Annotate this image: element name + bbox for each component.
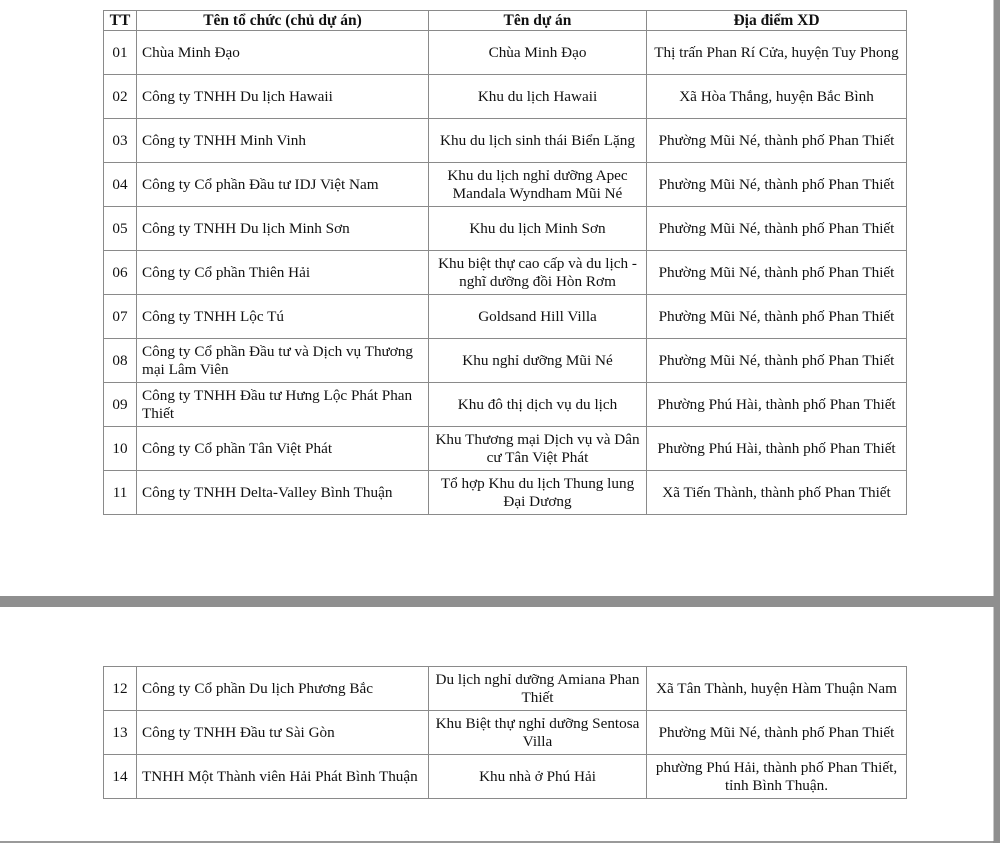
- cell-project: Du lịch nghỉ dưỡng Amiana Phan Thiết: [429, 667, 647, 711]
- cell-project: Khu du lịch Minh Sơn: [429, 207, 647, 251]
- cell-project: Khu Biệt thự nghỉ dưỡng Sentosa Villa: [429, 711, 647, 755]
- table-row: [104, 471, 907, 515]
- document-page-2: [0, 607, 993, 841]
- cell-tt: 05: [104, 207, 137, 251]
- cell-tt: 12: [104, 667, 137, 711]
- cell-org: Công ty TNHH Delta-Valley Bình Thuận: [137, 471, 429, 515]
- cell-location: Phường Mũi Né, thành phố Phan Thiết: [647, 119, 907, 163]
- cell-location: Xã Hòa Thắng, huyện Bắc Bình: [647, 75, 907, 119]
- cell-project: Khu nhà ở Phú Hải: [429, 755, 647, 799]
- cell-location: Phường Mũi Né, thành phố Phan Thiết: [647, 207, 907, 251]
- cell-project: Khu nghỉ dưỡng Mũi Né: [429, 339, 647, 383]
- cell-org: Chùa Minh Đạo: [137, 31, 429, 75]
- cell-org: Công ty TNHH Đầu tư Hưng Lộc Phát Phan Thiết: [137, 383, 429, 427]
- table-row: [104, 427, 907, 471]
- table-row: [104, 295, 907, 339]
- cell-project: Goldsand Hill Villa: [429, 295, 647, 339]
- cell-tt: 02: [104, 75, 137, 119]
- header-tt: TT: [104, 11, 137, 31]
- table-row: [104, 251, 907, 295]
- table-row: [104, 383, 907, 427]
- projects-table-part-1: [103, 10, 907, 515]
- table-row: [104, 711, 907, 755]
- cell-org: Công ty Cổ phần Thiên Hải: [137, 251, 429, 295]
- cell-location: Xã Tiến Thành, thành phố Phan Thiết: [647, 471, 907, 515]
- cell-location: Phường Mũi Né, thành phố Phan Thiết: [647, 163, 907, 207]
- cell-org: Công ty TNHH Đầu tư Sài Gòn: [137, 711, 429, 755]
- cell-org: Công ty TNHH Du lịch Minh Sơn: [137, 207, 429, 251]
- cell-tt: 10: [104, 427, 137, 471]
- cell-project: Chùa Minh Đạo: [429, 31, 647, 75]
- cell-org: Công ty TNHH Lộc Tú: [137, 295, 429, 339]
- table-header-row: [104, 11, 907, 31]
- cell-project: Tổ hợp Khu du lịch Thung lung Đại Dương: [429, 471, 647, 515]
- table-row: [104, 667, 907, 711]
- cell-project: Khu biệt thự cao cấp và du lịch - nghĩ dưỡng đồi Hòn Rơm: [429, 251, 647, 295]
- cell-tt: 01: [104, 31, 137, 75]
- cell-tt: 11: [104, 471, 137, 515]
- cell-org: Công ty Cổ phần Du lịch Phương Bắc: [137, 667, 429, 711]
- cell-location: Phường Phú Hài, thành phố Phan Thiết: [647, 427, 907, 471]
- header-location: Địa điểm XD: [647, 11, 907, 31]
- cell-tt: 09: [104, 383, 137, 427]
- cell-location: Thị trấn Phan Rí Cửa, huyện Tuy Phong: [647, 31, 907, 75]
- cell-project: Khu du lịch nghỉ dưỡng Apec Mandala Wyndham Mũi Né: [429, 163, 647, 207]
- cell-org: Công ty Cổ phần Đầu tư IDJ Việt Nam: [137, 163, 429, 207]
- table-row: [104, 163, 907, 207]
- table-row: [104, 755, 907, 799]
- cell-tt: 08: [104, 339, 137, 383]
- cell-tt: 07: [104, 295, 137, 339]
- table-row: [104, 31, 907, 75]
- cell-org: Công ty Cổ phần Đầu tư và Dịch vụ Thương mại Lâm Viên: [137, 339, 429, 383]
- cell-location: Phường Mũi Né, thành phố Phan Thiết: [647, 295, 907, 339]
- cell-tt: 06: [104, 251, 137, 295]
- cell-location: Phường Mũi Né, thành phố Phan Thiết: [647, 711, 907, 755]
- cell-tt: 04: [104, 163, 137, 207]
- cell-location: Phường Phú Hài, thành phố Phan Thiết: [647, 383, 907, 427]
- cell-project: Khu Thương mại Dịch vụ và Dân cư Tân Việt Phát: [429, 427, 647, 471]
- cell-org: TNHH Một Thành viên Hải Phát Bình Thuận: [137, 755, 429, 799]
- cell-tt: 14: [104, 755, 137, 799]
- cell-project: Khu đô thị dịch vụ du lịch: [429, 383, 647, 427]
- projects-table-part-2: [103, 666, 907, 799]
- cell-org: Công ty TNHH Minh Vinh: [137, 119, 429, 163]
- cell-org: Công ty TNHH Du lịch Hawaii: [137, 75, 429, 119]
- table-row: [104, 119, 907, 163]
- cell-location: Phường Mũi Né, thành phố Phan Thiết: [647, 251, 907, 295]
- cell-location: Phường Mũi Né, thành phố Phan Thiết: [647, 339, 907, 383]
- cell-location: Xã Tân Thành, huyện Hàm Thuận Nam: [647, 667, 907, 711]
- cell-tt: 03: [104, 119, 137, 163]
- header-project: Tên dự án: [429, 11, 647, 31]
- cell-location: phường Phú Hải, thành phố Phan Thiết, tỉnh Bình Thuận.: [647, 755, 907, 799]
- header-org: Tên tổ chức (chủ dự án): [137, 11, 429, 31]
- table-row: [104, 75, 907, 119]
- cell-tt: 13: [104, 711, 137, 755]
- table-row: [104, 207, 907, 251]
- table-row: [104, 339, 907, 383]
- cell-org: Công ty Cổ phần Tân Việt Phát: [137, 427, 429, 471]
- cell-project: Khu du lịch sinh thái Biển Lặng: [429, 119, 647, 163]
- cell-project: Khu du lịch Hawaii: [429, 75, 647, 119]
